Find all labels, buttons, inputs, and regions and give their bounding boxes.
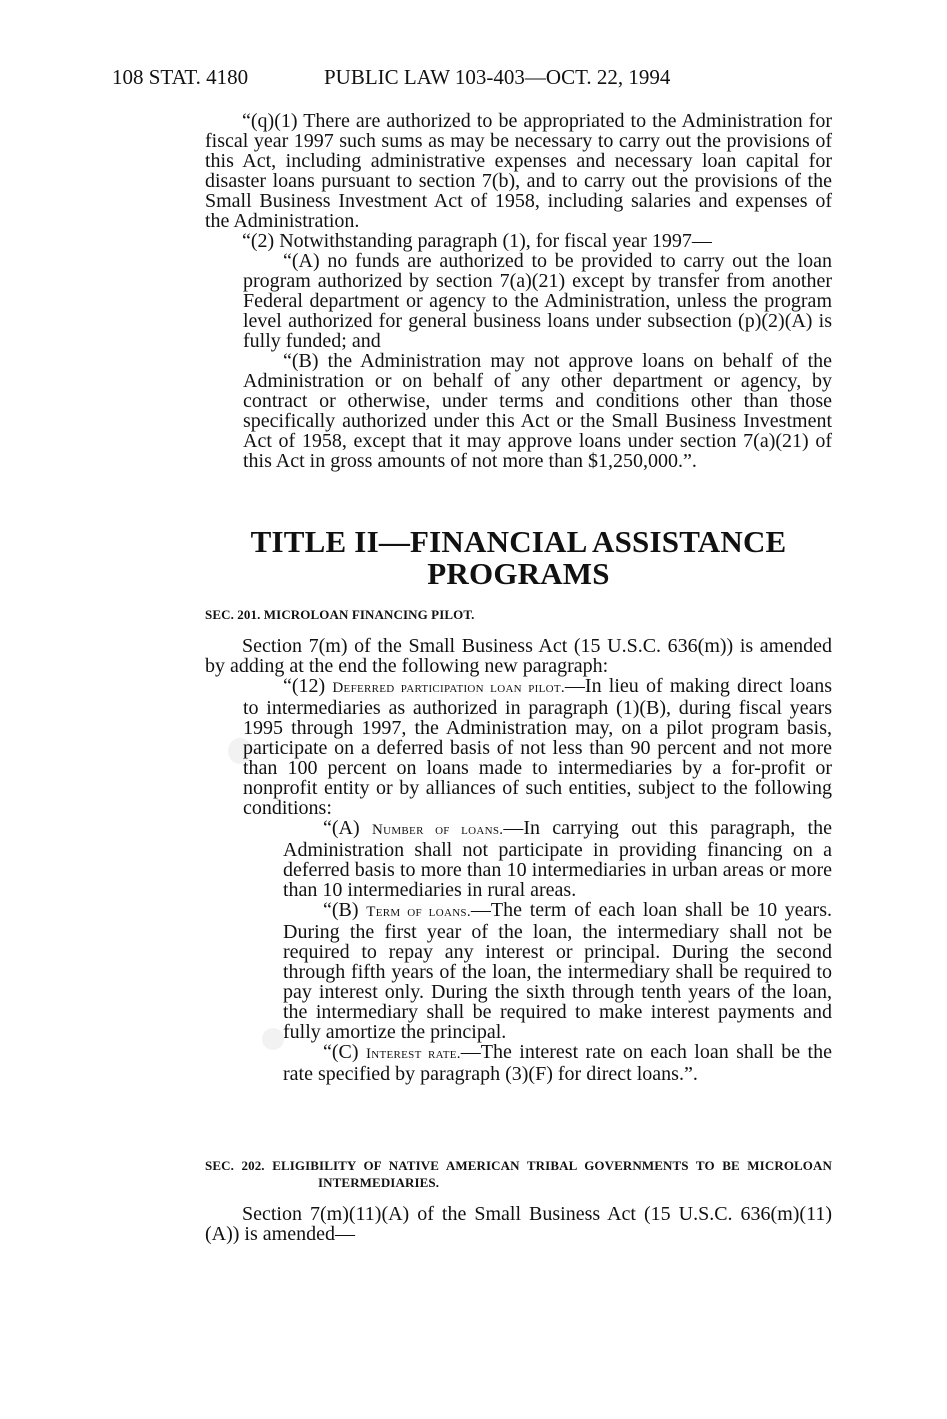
section-202 bbox=[205, 1157, 832, 1244]
paragraph-q1: “(q)(1) There are authorized to be appropriated to the Administration for fiscal year 1997 such sums as may be necessary to carry out the provisions of this Act, including administrative expenses and necessary loan capital for disaster loans pursuant to section 7(b), and to carry out the provisions of the Small Business Investment Act of 1958, including salaries and expenses of the Administration. bbox=[205, 110, 832, 232]
subparagraph-b-text: —The term of each loan shall be 10 years. During the first year of the loan, the intermediary shall not be required to repay any interest or principal. During the second through fifth years of the loan, the intermediary shall be required to pay interest only. During the sixth through tenth years of the loan, the intermediary shall be required to make interest payments and fully amortize the principal. bbox=[283, 899, 832, 1043]
paragraph-12-text: —In lieu of making direct loans to intermediaries as authorized in paragraph (1)(B), during fiscal years 1995 through 1997, the Administration may, on a pilot program basis, participate on a deferred basis of not less than 90 percent and not more than 100 percent on loans made to intermediaries by a for-profit or nonprofit entity or by alliances of such entities, subject to the following conditions: bbox=[243, 675, 833, 819]
running-header bbox=[112, 64, 832, 90]
subparagraph-a-text: —In carrying out this paragraph, the Administration shall not participate in providing financing on a deferred basis to more than 10 intermediaries in urban areas or more than 10 intermediaries in rural areas. bbox=[283, 817, 832, 901]
title-heading bbox=[205, 526, 832, 590]
paragraph-q2: “(2) Notwithstanding paragraph (1), for fiscal year 1997— bbox=[242, 230, 712, 252]
title-line-1: TITLE II—FINANCIAL ASSISTANCE bbox=[250, 524, 787, 559]
section-q-body bbox=[205, 111, 832, 471]
subparagraph-b-caption: Term of loans. bbox=[366, 904, 471, 920]
scan-smudge bbox=[262, 1028, 284, 1050]
paragraph-12-number: “(12) bbox=[283, 675, 326, 697]
section-201-heading: SEC. 201. MICROLOAN FINANCING PILOT. bbox=[205, 607, 475, 622]
subparagraph-a-number: “(A) bbox=[323, 817, 360, 839]
subparagraph-a-caption: Number of loans. bbox=[371, 822, 504, 838]
title-line-2: PROGRAMS bbox=[427, 556, 610, 591]
paragraph-12-caption: Deferred participation loan pilot. bbox=[332, 680, 565, 696]
section-202-intro: Section 7(m)(11)(A) of the Small Business Act (15 U.S.C. 636(m)(11)(A)) is amended— bbox=[205, 1203, 832, 1245]
section-201 bbox=[205, 606, 832, 1084]
page-identifier: 108 STAT. 4180 bbox=[112, 65, 249, 89]
subparagraph-c-number: “(C) bbox=[323, 1041, 359, 1063]
subparagraph-c bbox=[283, 1042, 832, 1084]
paragraph-12 bbox=[243, 676, 832, 818]
subparagraph-c-text: —The interest rate on each loan shall be the rate specified by paragraph (3)(F) for direct loans.”. bbox=[283, 1041, 832, 1085]
section-202-heading: SEC. 202. ELIGIBILITY OF NATIVE AMERICAN TRIBAL GOVERNMENTS TO BE MICROLOAN INTERMEDIARIES. bbox=[205, 1158, 832, 1190]
subparagraph-b bbox=[283, 900, 832, 1042]
subparagraph-q2-a: “(A) no funds are authorized to be provided to carry out the loan program authorized by section 7(a)(21) except by transfer from another Federal department or agency to the Administration, unless the program level authorized for general business loans under subsection (p)(2)(A) is fully funded; and bbox=[243, 250, 832, 352]
section-201-intro: Section 7(m) of the Small Business Act (15 U.S.C. 636(m)) is amended by adding at the end the following new paragraph: bbox=[205, 635, 832, 677]
law-identifier: PUBLIC LAW 103-403—OCT. 22, 1994 bbox=[324, 65, 671, 89]
subparagraph-q2-b: “(B) the Administration may not approve loans on behalf of the Administration or on behalf of any other department or agency, by contract or otherwise, under terms and conditions other than those specifically authorized under this Act or the Small Business Investment Act of 1958, except that it may approve loans under section 7(a)(21) of this Act in gross amounts of not more than $1,250,000.”. bbox=[243, 350, 832, 472]
subparagraph-b-number: “(B) bbox=[323, 899, 359, 921]
subparagraph-c-caption: Interest rate. bbox=[365, 1046, 461, 1062]
subparagraph-a bbox=[283, 818, 832, 900]
scan-smudge bbox=[228, 738, 252, 764]
